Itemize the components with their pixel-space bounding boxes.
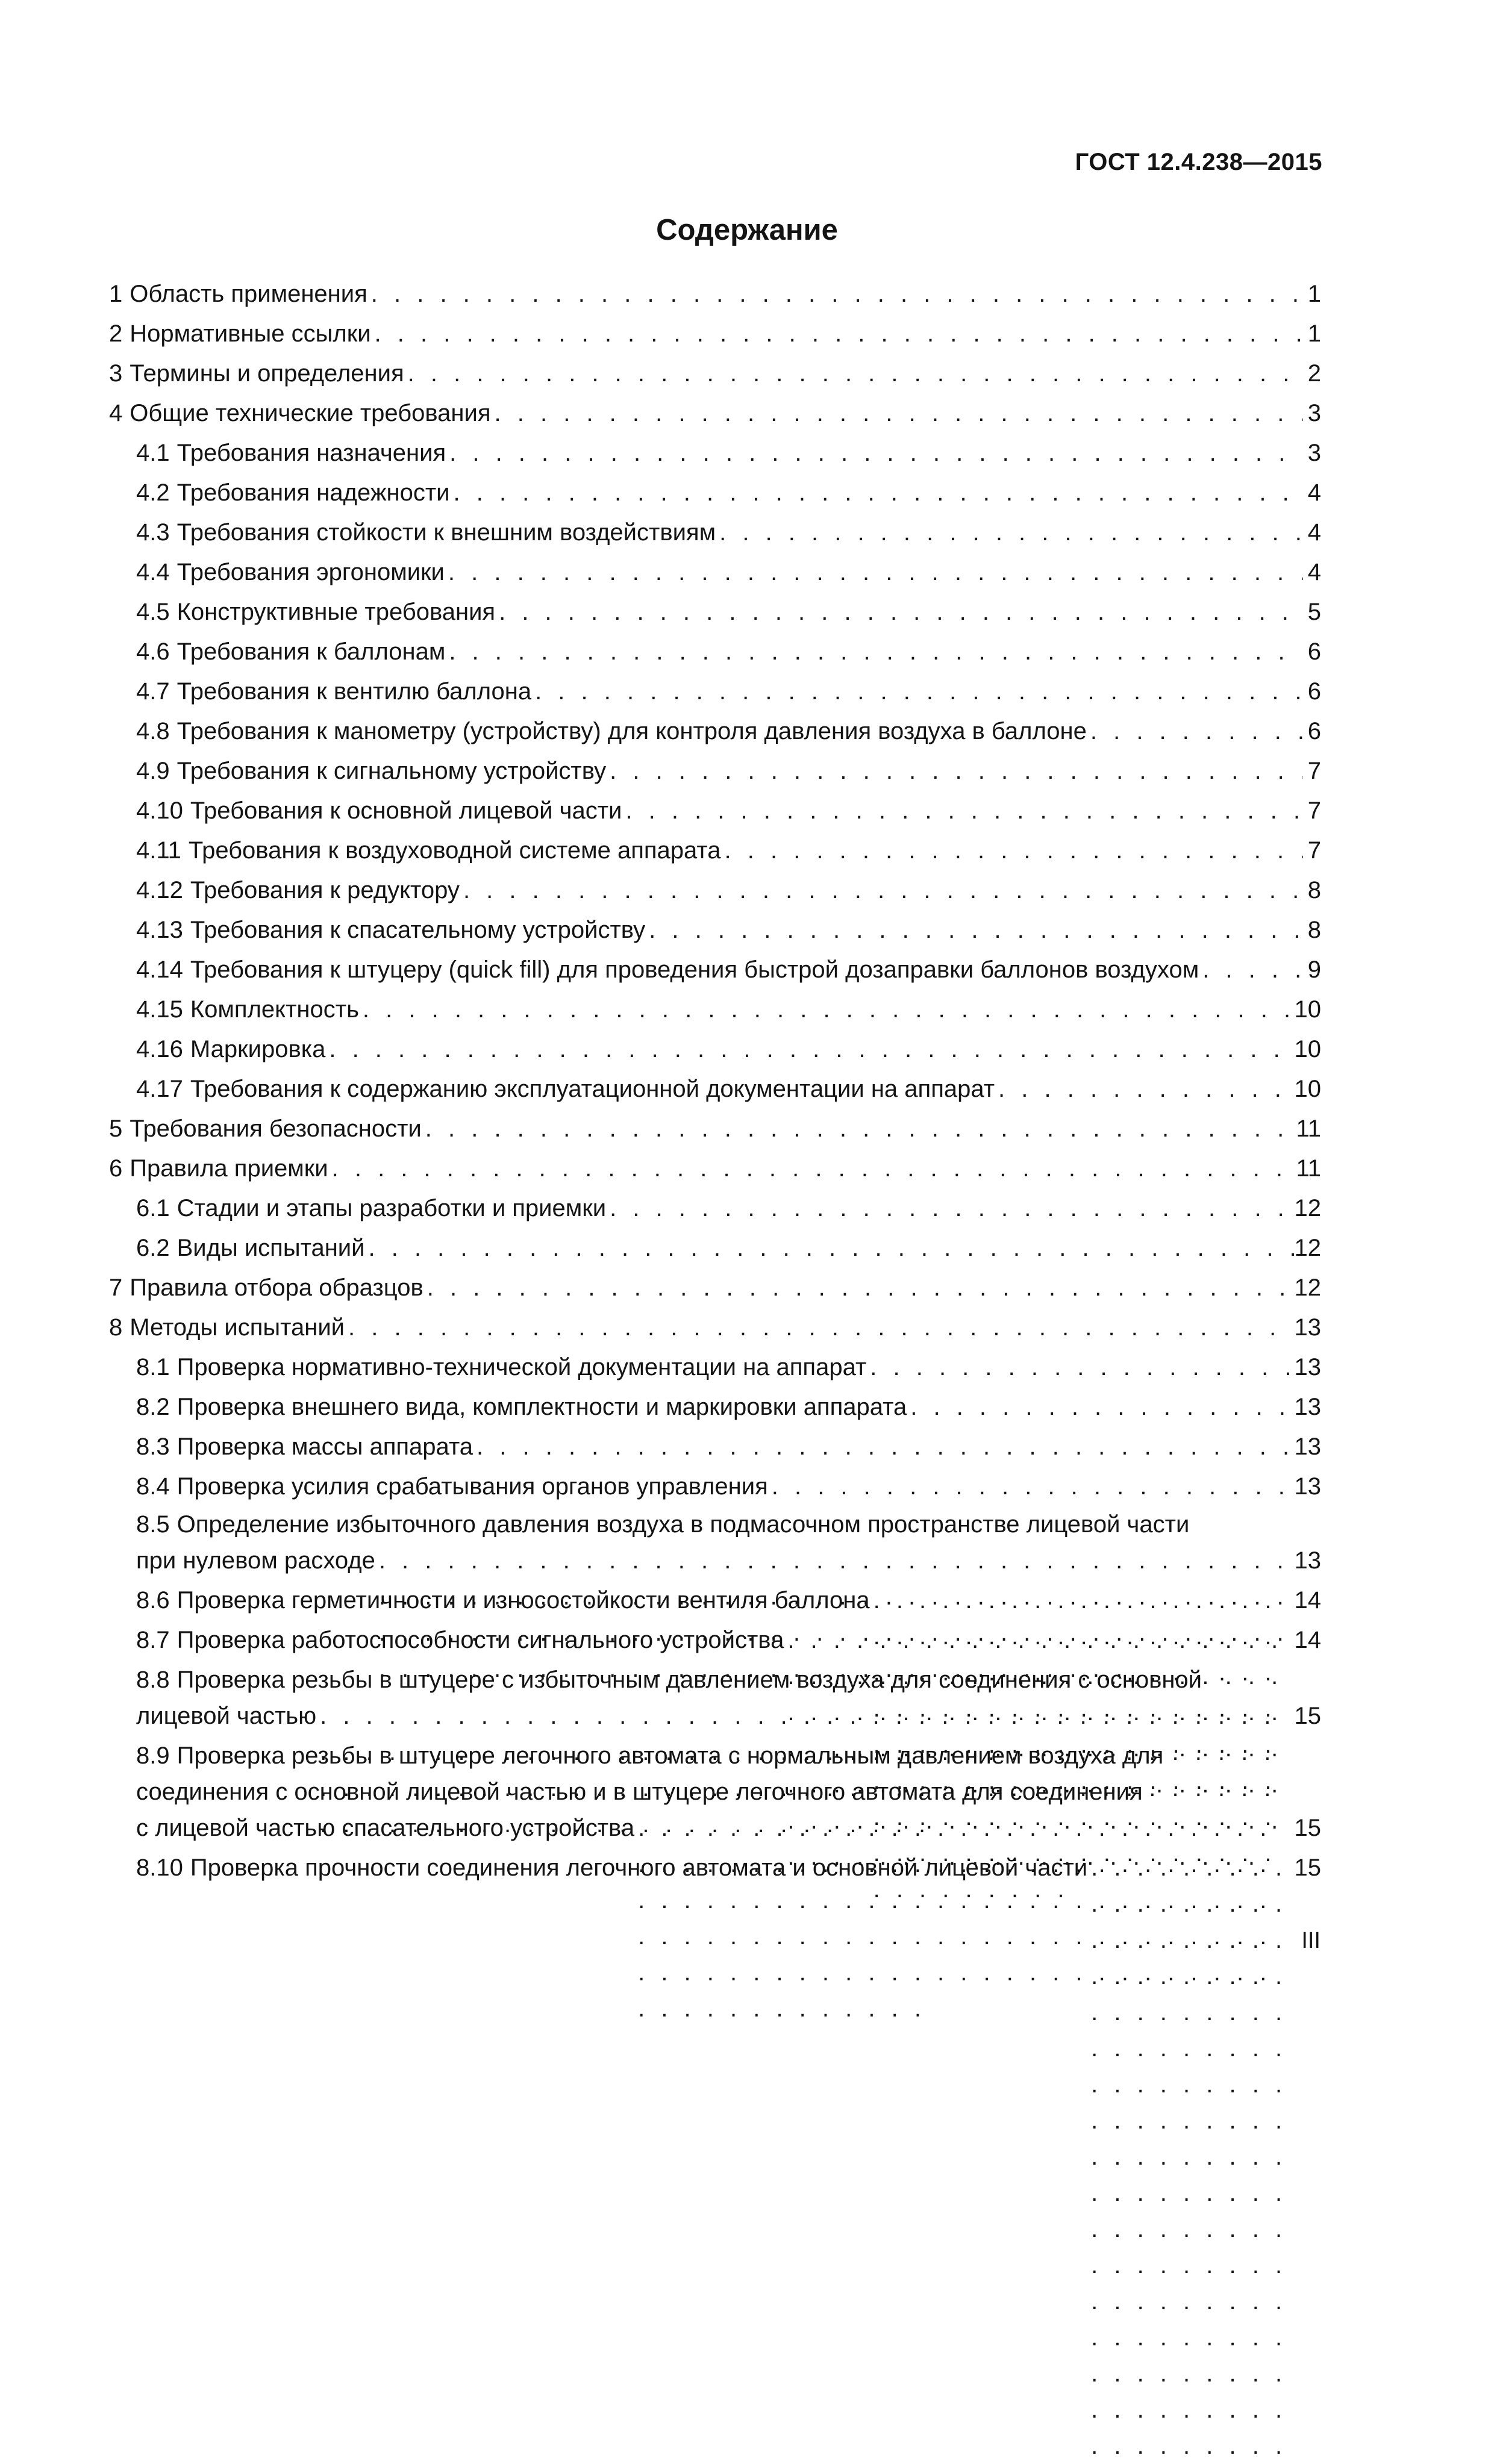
toc-entry[interactable] (109, 1850, 1321, 1889)
toc-entry-page: 15 (1294, 1815, 1321, 1841)
toc-entry-page: 5 (1307, 599, 1321, 625)
toc-entry-number: 4.8 (136, 718, 170, 744)
toc-entry-title (136, 1029, 325, 1069)
toc-entry-page: 12 (1294, 1274, 1321, 1301)
toc-leader-dots (404, 354, 1303, 393)
toc-leader-dots (422, 1109, 1296, 1149)
toc-entry-title (136, 791, 622, 831)
toc-entry-label: Требования безопасности (130, 1115, 422, 1142)
toc-entry-number: 4.2 (136, 479, 170, 506)
toc-entry-page: 1 (1307, 281, 1321, 307)
toc-entry-label: Общие технические требования (130, 400, 491, 426)
toc-entry-title (136, 552, 445, 592)
toc-entry-page: 8 (1307, 877, 1321, 903)
toc-entry[interactable] (109, 1506, 1321, 1582)
toc-entry-label: Область применения (130, 281, 367, 307)
toc-entry-label: Термины и определения (130, 360, 404, 387)
toc-entry-page: 12 (1294, 1235, 1321, 1261)
toc-entry-label: Требования к содержанию эксплуатационной документации на аппарат (190, 1076, 995, 1102)
toc-entry-page: 15 (1294, 1854, 1321, 1881)
toc-entry-number: 4.13 (136, 917, 183, 943)
page-title: Содержание (656, 214, 838, 246)
toc-entry[interactable] (109, 870, 1321, 910)
toc-entry-page: 6 (1307, 718, 1321, 744)
toc-entry-page: 10 (1294, 1076, 1321, 1102)
toc-entry-page: 6 (1307, 638, 1321, 665)
toc-leader-dots (364, 1228, 1294, 1268)
toc-entry-page: 3 (1307, 400, 1321, 426)
toc-entry-title (109, 1308, 345, 1347)
toc-entry-number: 4 (109, 400, 123, 426)
toc-entry[interactable] (109, 513, 1321, 552)
toc-leader-dots (1087, 711, 1303, 751)
toc-entry-title (136, 950, 1199, 990)
toc-entry[interactable] (109, 1228, 1321, 1268)
toc-entry-last-line: лицевой частью . . . 15 (136, 1698, 1321, 1738)
toc-entry[interactable] (109, 910, 1321, 950)
toc-entry-title (136, 1467, 768, 1506)
toc-entry-number: 4.14 (136, 956, 183, 983)
toc-entry[interactable] (109, 1387, 1321, 1427)
toc-leader-dots (473, 1427, 1294, 1467)
toc-entry-label: Проверка массы аппарата (177, 1433, 474, 1460)
toc-entry[interactable] (109, 711, 1321, 751)
page-number: III (1301, 1928, 1321, 1953)
toc-entry[interactable] (109, 1029, 1321, 1069)
toc-entry[interactable] (109, 950, 1321, 990)
toc-leader-dots (606, 751, 1303, 791)
toc-entry-last-line: 8.10 Проверка прочности соединения легочного автомата и основной лицевой части . . . 15 (136, 1850, 1321, 1889)
toc-leader-dots (491, 393, 1303, 433)
toc-entry-title (109, 393, 491, 433)
toc-entry-number: 4.15 (136, 996, 183, 1023)
toc-leader-dots (768, 1467, 1295, 1506)
toc-leader-dots (424, 1268, 1295, 1308)
toc-entry-label: Проверка усилия срабатывания органов управления (177, 1473, 768, 1500)
toc-leader-dots (328, 1149, 1296, 1188)
toc-entry-page: 13 (1294, 1433, 1321, 1460)
toc-entry-number: 4.9 (136, 758, 170, 784)
toc-entry-label: Требования стойкости к внешним воздействиям (177, 519, 716, 546)
toc-entry-number: 8.8 (136, 1667, 170, 1693)
toc-entry-label: Требования назначения (177, 440, 446, 466)
toc-entry-page: 14 (1294, 1587, 1321, 1614)
toc-leader-dots (645, 910, 1303, 950)
toc-leader-dots (531, 672, 1303, 711)
toc-entry-title (109, 274, 367, 314)
toc-entry[interactable] (109, 1467, 1321, 1506)
toc-entry-label-line: соединения с основной лицевой частью и в штуцере легочного автомата для соединения (136, 1779, 1143, 1805)
toc-entry[interactable] (109, 393, 1321, 433)
toc-entry-page: 13 (1294, 1394, 1321, 1420)
toc-entry-number: 4.6 (136, 638, 170, 665)
toc-entry-page: 6 (1307, 678, 1321, 705)
toc-entry-page: 13 (1294, 1354, 1321, 1380)
toc-entry-title (136, 1347, 866, 1387)
toc-leader-dots (1199, 950, 1303, 990)
toc-entry-page: 13 (1294, 1314, 1321, 1341)
toc-leader-dots (359, 990, 1295, 1029)
toc-entry[interactable] (109, 1738, 1321, 1850)
toc-entry-label-line: 8.9 Проверка резьбы в штуцере легочного автомата с нормальным давлением воздуха для (136, 1738, 1321, 1774)
toc-entry-title (136, 473, 449, 513)
toc-entry-number: 4.17 (136, 1076, 183, 1102)
toc-entry-label: Требования к редуктору (190, 877, 460, 903)
toc-leader-dots (445, 632, 1303, 672)
toc-leader-dots (445, 552, 1303, 592)
toc-leader-dots (606, 1188, 1294, 1228)
toc-entry[interactable] (109, 831, 1321, 870)
toc-entry-page: 4 (1307, 479, 1321, 506)
toc-entry-number: 8.3 (136, 1433, 170, 1460)
toc-entry[interactable] (109, 990, 1321, 1029)
toc-entry-number: 8.9 (136, 1742, 170, 1769)
toc-entry-label: Комплектность (190, 996, 359, 1023)
toc-entry-title (136, 910, 645, 950)
toc-entry-title (136, 513, 716, 552)
toc-entry-page: 4 (1307, 519, 1321, 546)
toc-entry[interactable] (109, 1347, 1321, 1387)
toc-entry-label: Правила отбора образцов (130, 1274, 424, 1301)
toc-entry-number: 4.16 (136, 1036, 183, 1062)
toc-entry-number: 6 (109, 1155, 123, 1182)
toc-entry-number: 8.1 (136, 1354, 170, 1380)
toc-entry[interactable] (109, 1188, 1321, 1228)
toc-leader-dots (1087, 1850, 1294, 2464)
toc-entry-title (109, 1268, 424, 1308)
toc-entry-label: Требования к вентилю баллона (177, 678, 532, 705)
toc-entry-page: 7 (1307, 758, 1321, 784)
toc-entry[interactable] (109, 1662, 1321, 1738)
toc-entry[interactable] (109, 433, 1321, 473)
toc-entry[interactable] (109, 791, 1321, 831)
toc-entry-number: 7 (109, 1274, 123, 1301)
toc-entry[interactable] (109, 632, 1321, 672)
toc-entry-title (136, 1069, 995, 1109)
toc-entry-last-line: 8.7 Проверка работоспособности сигнального устройства . . . 14 (136, 1622, 1321, 1662)
toc-entry-number: 4.10 (136, 797, 183, 824)
toc-entry[interactable] (109, 1427, 1321, 1467)
toc-entry-page: 15 (1294, 1703, 1321, 1729)
toc-entry-page: 1 (1307, 320, 1321, 347)
toc-leader-dots (446, 433, 1303, 473)
toc-leader-dots (371, 314, 1303, 354)
table-of-contents (109, 274, 1321, 1889)
toc-entry-title (109, 1149, 328, 1188)
toc-entry-title (136, 1228, 364, 1268)
toc-entry[interactable] (109, 1582, 1321, 1622)
toc-entry[interactable] (109, 1622, 1321, 1662)
toc-entry-label: Конструктивные требования (177, 599, 496, 625)
toc-entry-label: Правила приемки (130, 1155, 328, 1182)
toc-leader-dots (345, 1308, 1294, 1347)
toc-entry-title (109, 1109, 422, 1149)
toc-entry-number: 8.6 (136, 1587, 170, 1614)
toc-entry-page: 7 (1307, 797, 1321, 824)
toc-entry[interactable] (109, 473, 1321, 513)
toc-entry-label: Стадии и этапы разработки и приемки (177, 1195, 607, 1221)
toc-entry-number: 8.10 (136, 1854, 183, 1881)
toc-entry[interactable] (109, 751, 1321, 791)
toc-entry-page: 3 (1307, 440, 1321, 466)
toc-entry-number: 6.1 (136, 1195, 170, 1221)
toc-entry-number: 5 (109, 1115, 123, 1142)
toc-entry-number: 4.7 (136, 678, 170, 705)
toc-leader-dots (866, 1347, 1294, 1387)
toc-entry[interactable] (109, 1268, 1321, 1308)
toc-entry-number: 2 (109, 320, 123, 347)
toc-entry[interactable] (109, 1308, 1321, 1347)
toc-entry-label-line: 8.5 Определение избыточного давления воздуха в подмасочном пространстве лицевой части (136, 1506, 1321, 1542)
toc-leader-dots (325, 1029, 1294, 1069)
toc-entry-number: 4.11 (136, 837, 181, 864)
toc-entry-page: 12 (1294, 1195, 1321, 1221)
toc-entry-label: Требования к баллонам (177, 638, 446, 665)
toc-entry-page: 4 (1307, 559, 1321, 585)
toc-leader-dots (721, 831, 1303, 870)
toc-entry-number: 3 (109, 360, 123, 387)
toc-entry-page: 8 (1307, 917, 1321, 943)
toc-entry-number: 4.1 (136, 440, 170, 466)
toc-leader-dots (622, 791, 1303, 831)
toc-entry-label: Виды испытаний (177, 1235, 365, 1261)
toc-leader-dots (716, 513, 1303, 552)
toc-entry-page: 2 (1307, 360, 1321, 387)
toc-entry-number: 8.7 (136, 1627, 170, 1653)
toc-entry-number: 8 (109, 1314, 123, 1341)
toc-entry-title (109, 354, 404, 393)
toc-entry-number: 1 (109, 281, 123, 307)
toc-entry-last-line: при нулевом расходе . . . 13 (136, 1542, 1321, 1582)
toc-entry[interactable] (109, 1149, 1321, 1188)
toc-entry-page: 9 (1307, 956, 1321, 983)
toc-entry-title (136, 1387, 907, 1427)
toc-entry[interactable] (109, 274, 1321, 314)
toc-entry-title (136, 592, 495, 632)
toc-entry-number: 8.4 (136, 1473, 170, 1500)
toc-entry-page: 11 (1296, 1155, 1321, 1182)
toc-entry[interactable] (109, 354, 1321, 393)
toc-entry-title (136, 433, 446, 473)
toc-entry-label: Методы испытаний (130, 1314, 345, 1341)
toc-entry-title (136, 1188, 606, 1228)
toc-entry-title (136, 1427, 473, 1467)
toc-entry-number: 8.2 (136, 1394, 170, 1420)
toc-entry-label-line: 8.8 Проверка резьбы в штуцере с избыточным давлением воздуха для соединения с основной (136, 1662, 1321, 1698)
toc-entry-number: 4.4 (136, 559, 170, 585)
toc-entry-label: Требования надежности (177, 479, 450, 506)
toc-entry[interactable] (109, 592, 1321, 632)
toc-entry-label: Проверка нормативно-технической документации на аппарат (177, 1354, 867, 1380)
toc-entry-label: Требования к воздуховодной системе аппарата (188, 837, 721, 864)
toc-entry-page: 14 (1294, 1627, 1321, 1653)
toc-entry-label: Проверка внешнего вида, комплектности и маркировки аппарата (177, 1394, 907, 1420)
toc-entry-title (109, 314, 371, 354)
toc-entry-title (136, 870, 460, 910)
toc-entry-number: 4.12 (136, 877, 183, 903)
toc-leader-dots (907, 1387, 1294, 1427)
toc-entry-number: 6.2 (136, 1235, 170, 1261)
standard-number: ГОСТ 12.4.238—2015 (1075, 149, 1322, 175)
toc-leader-dots (460, 870, 1303, 910)
toc-entry-label: Нормативные ссылки (130, 320, 371, 347)
toc-entry-label: Требования к основной лицевой части (190, 797, 622, 824)
toc-entry[interactable] (109, 672, 1321, 711)
toc-leader-dots (367, 274, 1303, 314)
toc-leader-dots (495, 592, 1303, 632)
toc-entry-page: 10 (1294, 996, 1321, 1023)
toc-entry[interactable] (109, 552, 1321, 592)
toc-entry[interactable] (109, 314, 1321, 354)
toc-entry-number: 4.3 (136, 519, 170, 546)
toc-entry-label: Требования к штуцеру (quick fill) для проведения быстрой дозаправки баллонов воздухом (190, 956, 1199, 983)
toc-entry-title (136, 711, 1087, 751)
toc-entry-label: Маркировка (190, 1036, 326, 1062)
toc-entry-label: Требования к спасательному устройству (190, 917, 646, 943)
toc-entry-last-line: 8.6 Проверка герметичности и износостойкости вентиля баллона . . . 14 (136, 1582, 1321, 1622)
toc-entry-title (136, 672, 531, 711)
toc-entry[interactable] (109, 1109, 1321, 1149)
toc-entry[interactable] (109, 1069, 1321, 1109)
toc-entry-page: 10 (1294, 1036, 1321, 1062)
toc-entry-title (136, 831, 721, 870)
toc-entry-label: Требования к сигнальному устройству (177, 758, 607, 784)
toc-entry-number: 8.5 (136, 1511, 170, 1538)
toc-entry-title (136, 990, 359, 1029)
toc-entry-number: 4.5 (136, 599, 170, 625)
toc-entry-title (136, 751, 606, 791)
toc-entry-page: 11 (1296, 1115, 1321, 1142)
toc-entry-last-line: с лицевой частью спасательного устройства . . . 15 (136, 1810, 1321, 1850)
toc-entry-page: 13 (1294, 1547, 1321, 1574)
toc-entry-page: 13 (1294, 1473, 1321, 1500)
toc-leader-dots (995, 1069, 1294, 1109)
toc-entry-title (136, 632, 445, 672)
toc-entry-page: 7 (1307, 837, 1321, 864)
toc-entry-label: Требования эргономики (177, 559, 445, 585)
toc-leader-dots (449, 473, 1303, 513)
toc-entry-label: Требования к манометру (устройству) для контроля давления воздуха в баллоне (177, 718, 1087, 744)
